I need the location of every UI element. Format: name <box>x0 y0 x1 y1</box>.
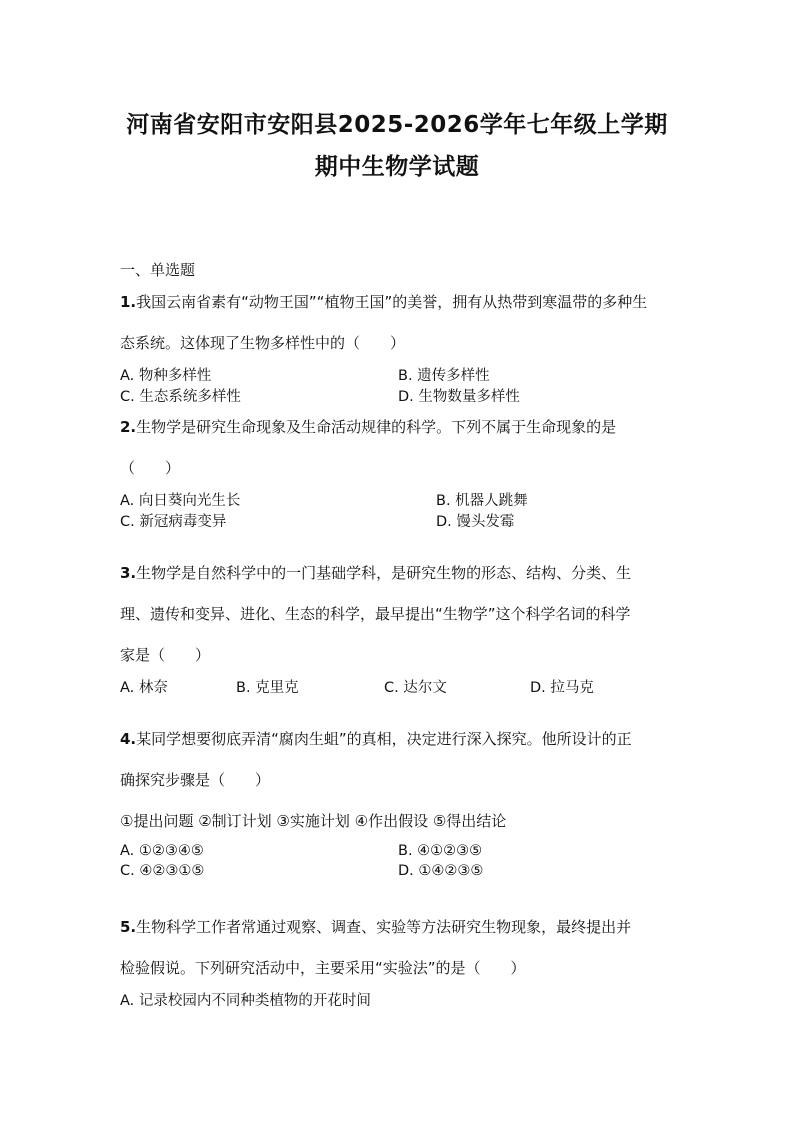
question-3-number: 3. <box>120 564 137 582</box>
q1-option-d: D. 生物数量多样性 <box>398 389 520 405</box>
question-4-line2: 确探究步骤是（ ） <box>120 771 271 789</box>
section-heading: 一、单选题 <box>120 261 196 279</box>
question-3-line2: 理、遗传和变异、进化、生态的科学，最早提出“生物学”这个科学名词的科学 <box>120 605 631 623</box>
document-title-line1: 河南省安阳市安阳县2025-2026学年七年级上学期 <box>126 112 668 138</box>
q4-option-d: D. ①④②③⑤ <box>398 863 484 879</box>
q2-option-c: C. 新冠病毒变异 <box>120 514 227 530</box>
q3-option-c: C. 达尔文 <box>384 680 447 696</box>
question-1-number: 1. <box>120 293 137 311</box>
question-3-text: 生物学是自然科学中的一门基础学科，是研究生物的形态、结构、分类、生 <box>136 564 632 582</box>
question-2-line1 <box>120 416 616 437</box>
question-3-line1 <box>120 562 631 583</box>
q4-option-a: A. ①②③④⑤ <box>120 843 204 859</box>
q3-option-d: D. 拉马克 <box>530 680 594 696</box>
question-1-text: 我国云南省素有“动物王国”“植物王国”的美誉，拥有从热带到寒温带的多种生 <box>136 293 648 311</box>
question-5-number: 5. <box>120 918 137 936</box>
document-title-line2: 期中生物学试题 <box>314 154 480 180</box>
question-5-text: 生物科学工作者常通过观察、调查、实验等方法研究生物现象，最终提出并 <box>136 918 632 936</box>
q4-option-b: B. ④①②③⑤ <box>398 843 483 859</box>
question-2-number: 2. <box>120 418 137 436</box>
question-2-line2: （ ） <box>120 459 181 477</box>
q2-option-d: D. 馒头发霉 <box>436 514 515 530</box>
q1-option-c: C. 生态系统多样性 <box>120 389 241 405</box>
question-5-line1 <box>120 916 631 937</box>
q5-option-a: A. 记录校园内不同种类植物的开花时间 <box>120 993 371 1009</box>
q3-option-b: B. 克里克 <box>236 680 299 696</box>
q2-option-a: A. 向日葵向光生长 <box>120 493 241 509</box>
question-4-steps: ①提出问题 ②制订计划 ③实施计划 ④作出假设 ⑤得出结论 <box>120 812 507 830</box>
q2-option-b: B. 机器人跳舞 <box>436 493 528 509</box>
question-4-text: 某同学想要彻底弄清“腐肉生蛆”的真相，决定进行深入探究。他所设计的正 <box>136 730 632 748</box>
question-4-line1 <box>120 728 632 749</box>
question-4-number: 4. <box>120 730 137 748</box>
question-5-line2: 检验假说。下列研究活动中，主要采用“实验法”的是（ ） <box>120 959 526 977</box>
question-1-line1 <box>120 291 647 312</box>
question-2-text: 生物学是研究生命现象及生命活动规律的科学。下列不属于生命现象的是 <box>136 418 617 436</box>
q1-option-a: A. 物种多样性 <box>120 368 212 384</box>
q1-option-b: B. 遗传多样性 <box>398 368 490 384</box>
question-1-line2: 态系统。这体现了生物多样性中的（ ） <box>120 334 406 352</box>
q3-option-a: A. 林奈 <box>120 680 168 696</box>
question-3-line3: 家是（ ） <box>120 646 211 664</box>
q4-option-c: C. ④②③①⑤ <box>120 863 205 879</box>
